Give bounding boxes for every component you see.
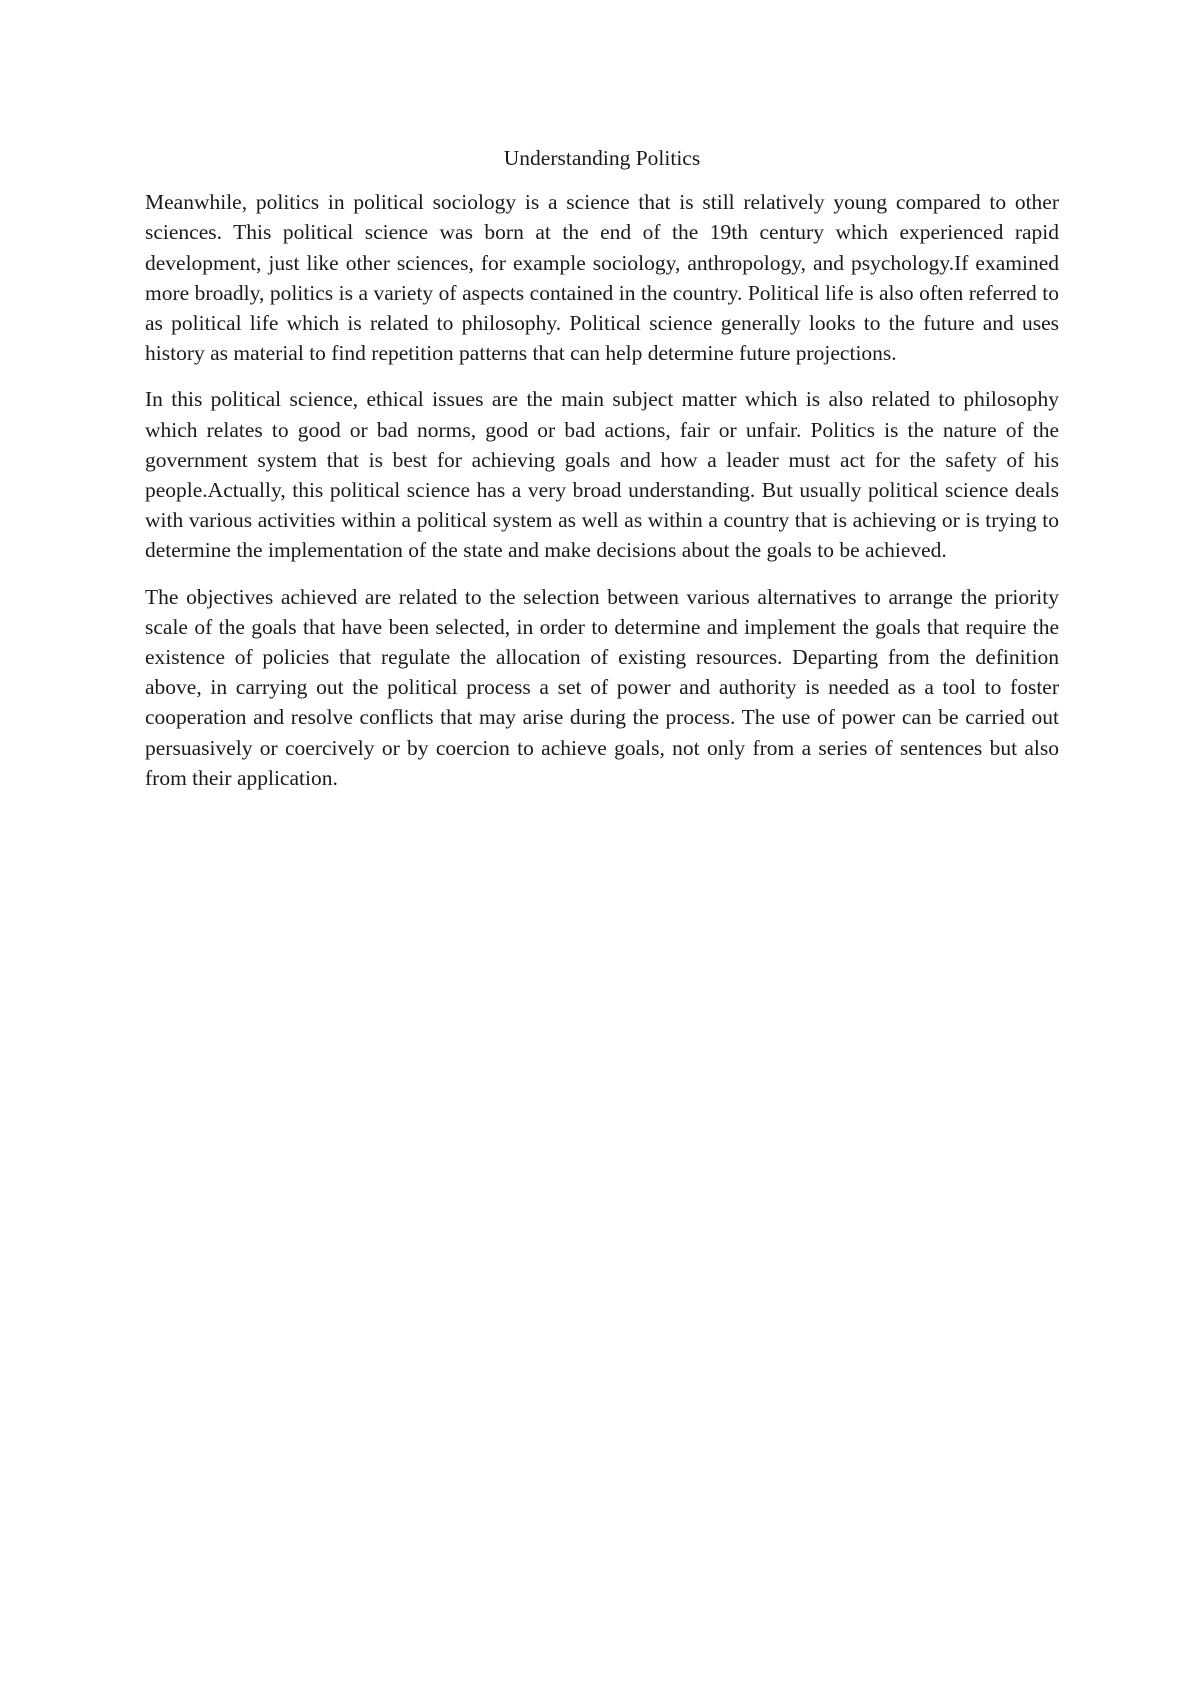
paragraph-1: Meanwhile, politics in political sociology is a science that is still relatively young compared to other sciences. This political science was born at the end of the 19th century which experienced rapid development, just like other sciences, for example sociology, anthropology, and psychology.If examined more broadly, politics is a variety of aspects contained in the country. Political life is also often referred to as political life which is related to philosophy. Political science generally looks to the future and uses history as material to find repetition patterns that can help determine future projections. [145, 190, 1059, 366]
document-title: Understanding Politics [503, 146, 701, 170]
paragraph-2: In this political science, ethical issues are the main subject matter which is also related to philosophy which relates to good or bad norms, good or bad actions, fair or unfair. Politics is the nature of the government system that is best for achieving goals and how a leader must act for the safety of his people.Actually, this political science has a very broad understanding. But usually political science deals with various activities within a political system as well as within a country that is achieving or is trying to determine the implementation of the state and make decisions about the goals to be achieved. [145, 387, 1059, 563]
paragraph-3: The objectives achieved are related to the selection between various alternatives to arrange the priority scale of the goals that have been selected, in order to determine and implement the goals that require the existence of policies that regulate the allocation of existing resources. Departing from the definition above, in carrying out the political process a set of power and authority is needed as a tool to foster cooperation and resolve conflicts that may arise during the process. The use of power can be carried out persuasively or coercively or by coercion to achieve goals, not only from a series of sentences but also from their application. [145, 584, 1059, 790]
document-body [145, 143, 1059, 809]
